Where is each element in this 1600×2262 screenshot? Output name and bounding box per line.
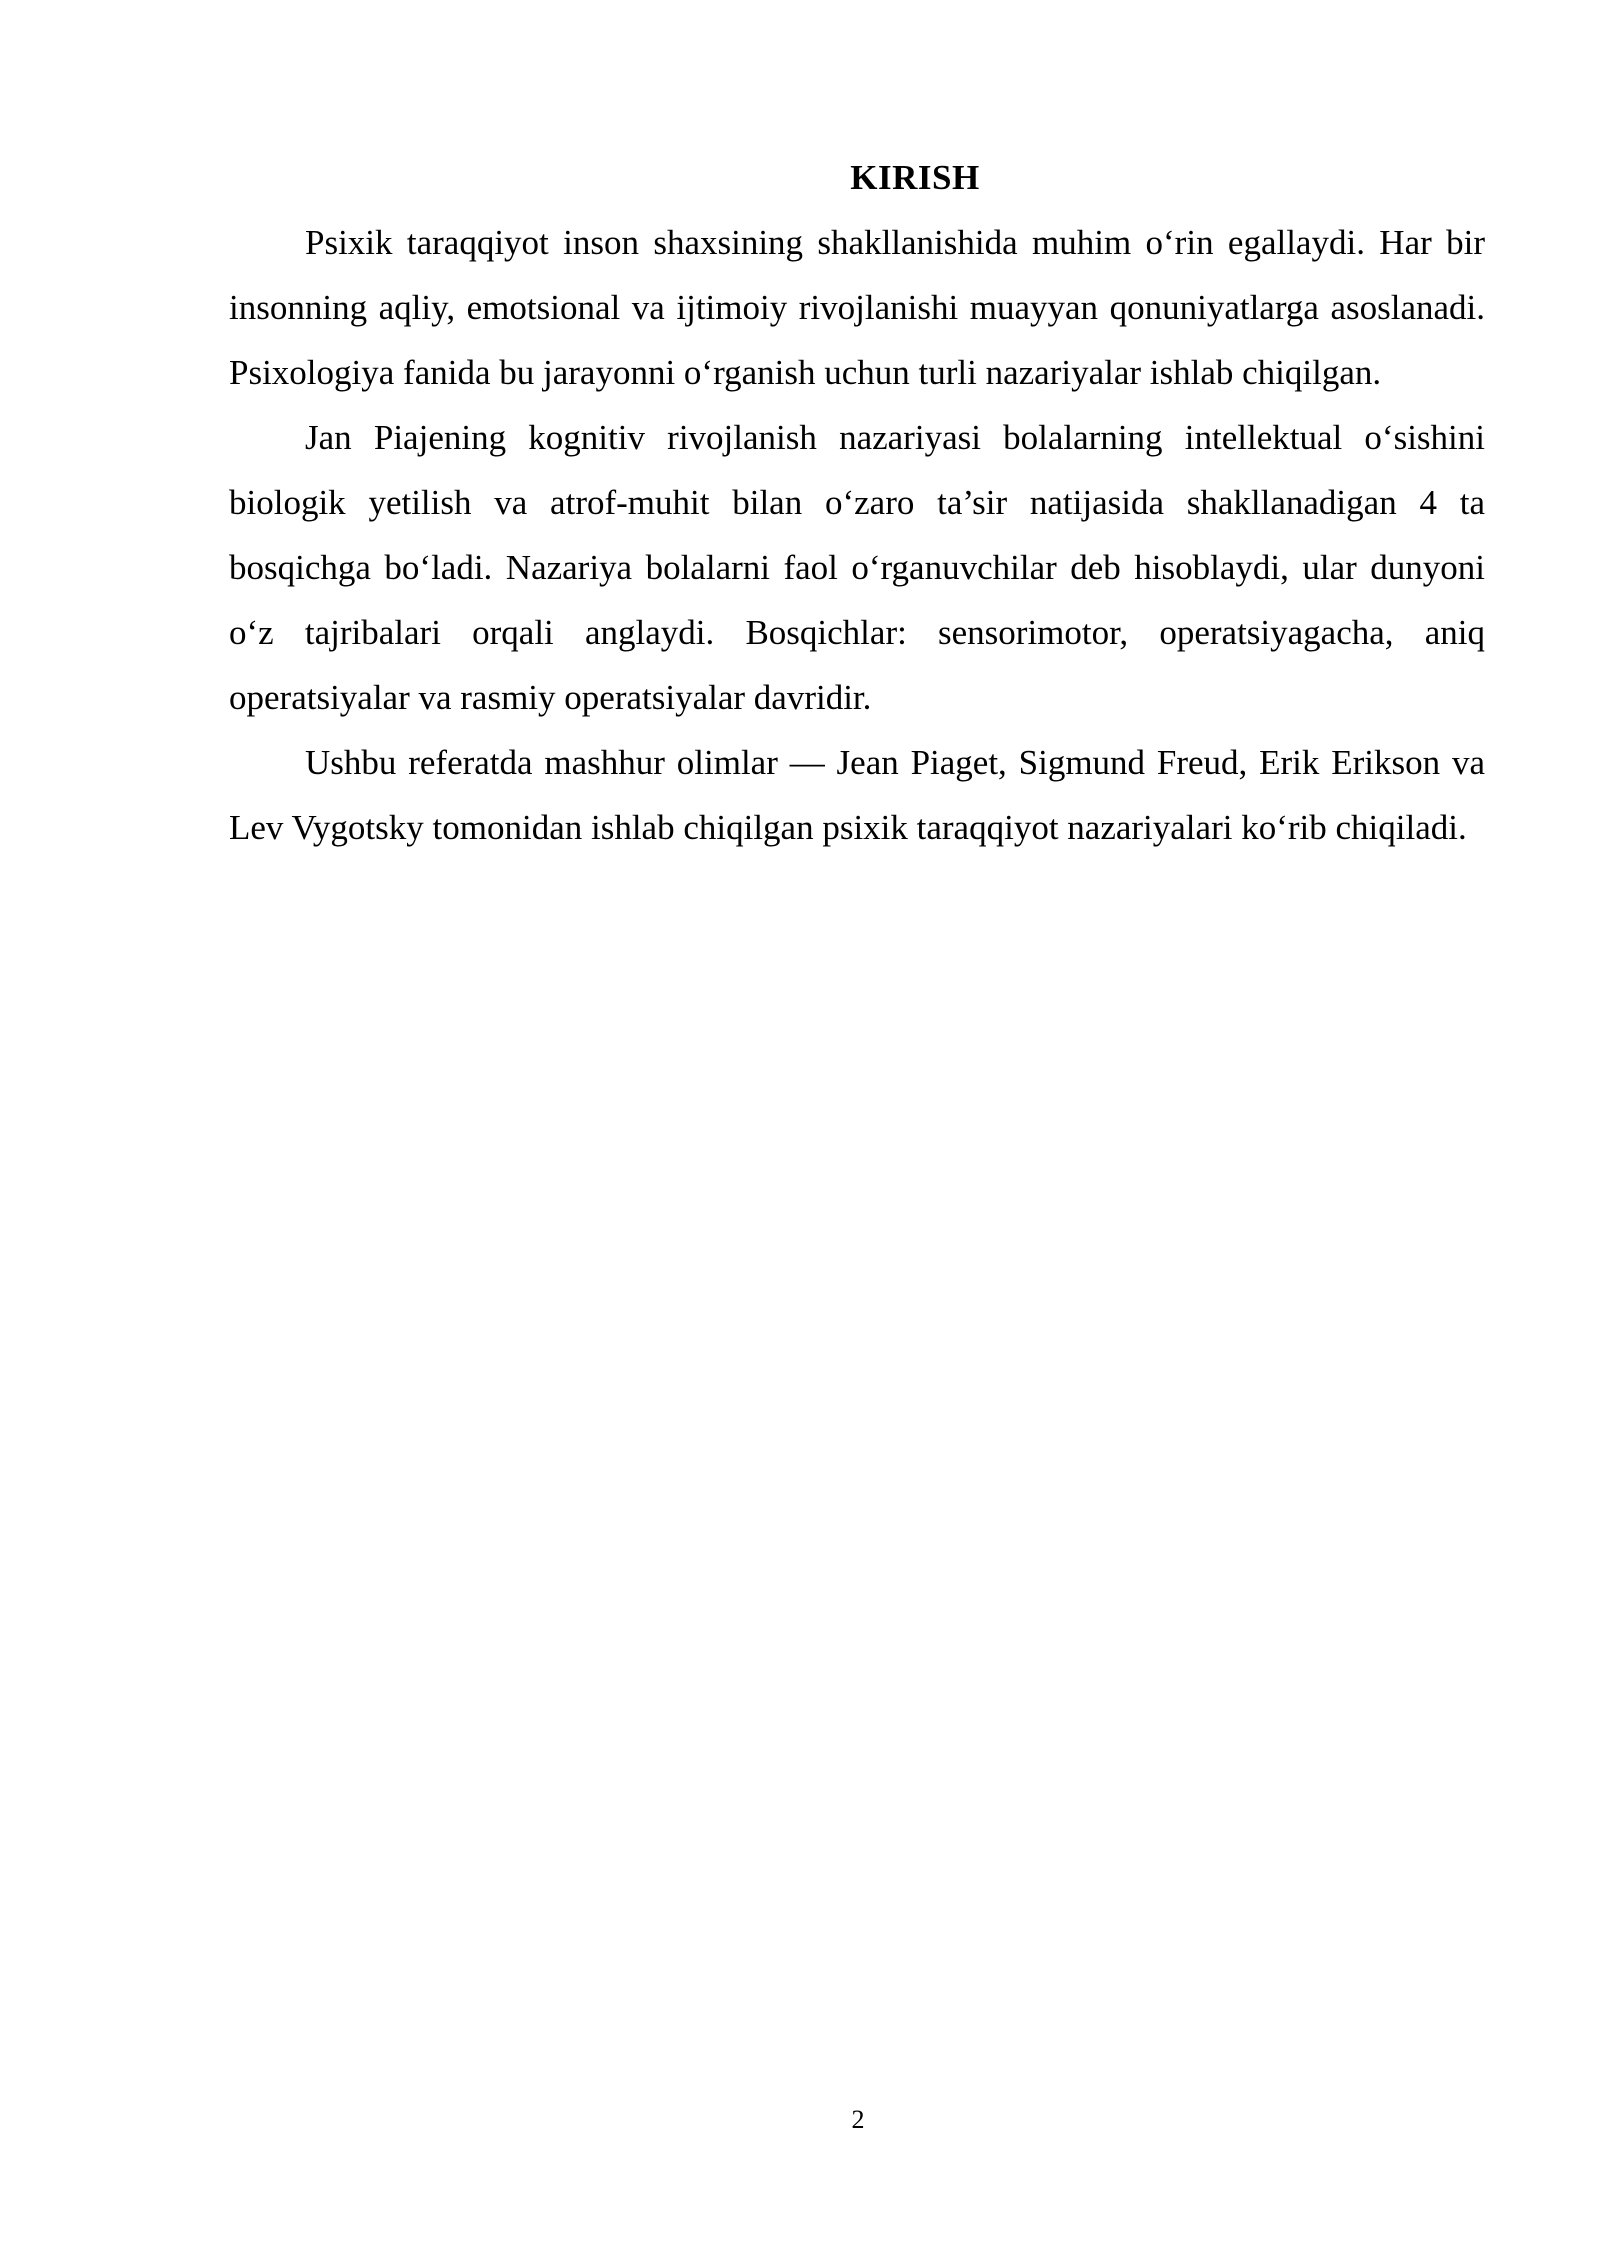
paragraph-scope: Ushbu referatda mashhur olimlar — Jean Piaget, Sigmund Freud, Erik Erikson va Lev Vygotsky tomonidan ishlab chiqilgan psixik taraqqiyot nazariyalari ko‘rib chiqiladi. [229, 743, 1485, 847]
paragraph-piaget: Jan Piajening kognitiv rivojlanish nazariyasi bolalarning intellektual o‘sishini biologik yetilish va atrof-muhit bilan o‘zaro ta’sir natijasida shakllanadigan 4 ta bosqichga bo‘ladi. Nazariya bolalarni faol o‘rganuvchilar deb hisoblaydi, ular dunyoni o‘z tajribalari orqali anglaydi. Bosqichlar: sensorimotor, operatsiyagacha, aniq operatsiyalar va rasmiy operatsiyalar davridir. [229, 418, 1485, 717]
paragraph-intro: Psixik taraqqiyot inson shaxsining shakllanishida muhim o‘rin egallaydi. Har bir insonning aqliy, emotsional va ijtimoiy rivojlanishi muayyan qonuniyatlarga asoslanadi. Psixologiya fanida bu jarayonni o‘rganish uchun turli nazariyalar ishlab chiqilgan. [229, 223, 1485, 392]
page-number: 2 [851, 2105, 865, 2134]
page-content [229, 145, 1485, 860]
section-heading: KIRISH [850, 158, 980, 197]
